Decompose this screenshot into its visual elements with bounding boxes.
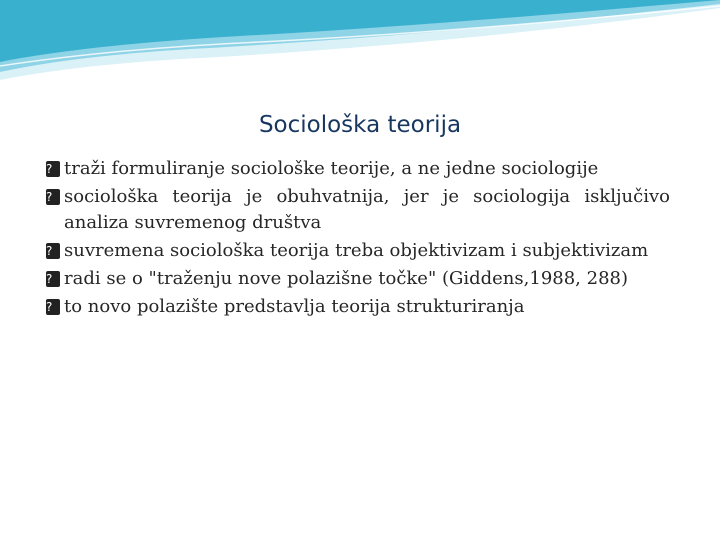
bullet-item [46,238,670,264]
bullet-marker-icon: ? [46,271,60,287]
bullet-text: suvremena sociološka teorija treba objektivizam i subjektivizam [64,240,649,261]
bullet-text: to novo polazište predstavlja teorija strukturiranja [64,296,525,317]
bullet-marker-icon: ? [46,243,60,259]
bullet-item [46,294,670,320]
bullet-marker-icon: ? [46,189,60,205]
slide-title: Sociološka teorija [258,112,462,138]
bullet-item [46,266,670,292]
bullet-text: radi se o "traženju nove polazišne točke" (Giddens,1988, 288) [64,268,628,289]
bullet-item [46,184,670,236]
bullet-item [46,156,670,182]
header-wave-decoration [0,0,720,90]
bullet-list [46,156,670,322]
bullet-marker-icon: ? [46,299,60,315]
bullet-text: sociološka teorija je obuhvatnija, jer je sociologija isključivo analiza suvremenog društva [64,186,670,233]
bullet-marker-icon: ? [46,161,60,177]
bullet-text: traži formuliranje sociološke teorije, a ne jedne sociologije [64,158,599,179]
